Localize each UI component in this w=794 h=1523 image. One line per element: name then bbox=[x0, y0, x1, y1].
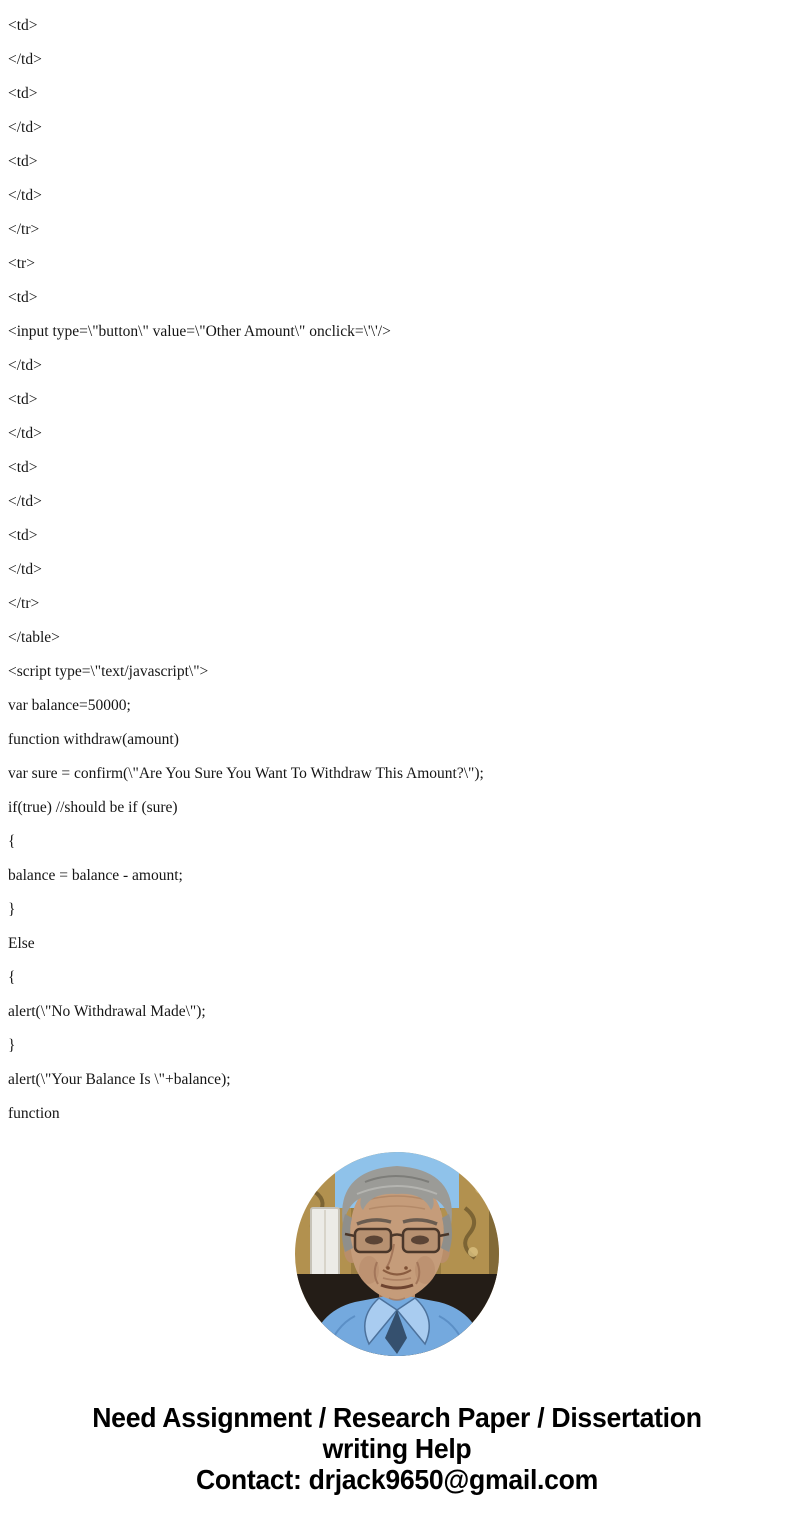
code-line: <td> bbox=[8, 391, 38, 408]
code-line: <td> bbox=[8, 17, 38, 34]
code-line: } bbox=[8, 901, 16, 918]
code-line: function bbox=[8, 1105, 60, 1122]
code-line: balance = balance - amount; bbox=[8, 867, 183, 884]
person-photo-icon bbox=[295, 1152, 499, 1356]
code-block bbox=[8, 9, 786, 1131]
code-line: <tr> bbox=[8, 255, 35, 272]
code-line: </tr> bbox=[8, 221, 40, 238]
code-line: </td> bbox=[8, 187, 42, 204]
code-line: <script type=\"text/javascript\"> bbox=[8, 663, 209, 680]
code-line: <td> bbox=[8, 153, 38, 170]
code-line: </table> bbox=[8, 629, 60, 646]
code-line: Else bbox=[8, 935, 35, 952]
code-line: <td> bbox=[8, 527, 38, 544]
code-line: alert(\"No Withdrawal Made\"); bbox=[8, 1003, 206, 1020]
code-line: if(true) //should be if (sure) bbox=[8, 799, 178, 816]
code-line: var sure = confirm(\"Are You Sure You Want To Withdraw This Amount?\"); bbox=[8, 765, 484, 782]
profile-photo bbox=[295, 1152, 499, 1356]
code-line: <input type=\"button\" value=\"Other Amount\" onclick=\'\'/> bbox=[8, 323, 391, 340]
code-line: <td> bbox=[8, 85, 38, 102]
code-line: </td> bbox=[8, 561, 42, 578]
footer-promo bbox=[20, 1402, 774, 1495]
code-line: } bbox=[8, 1037, 16, 1054]
code-line: { bbox=[8, 969, 16, 986]
code-line: </td> bbox=[8, 119, 42, 136]
code-line: </td> bbox=[8, 51, 42, 68]
footer-heading-line1: Need Assignment / Research Paper / Dissertation bbox=[92, 1402, 702, 1433]
code-line: </tr> bbox=[8, 595, 40, 612]
code-line: </td> bbox=[8, 493, 42, 510]
code-line: { bbox=[8, 833, 16, 850]
code-line: </td> bbox=[8, 357, 42, 374]
code-line: <td> bbox=[8, 459, 38, 476]
code-line: var balance=50000; bbox=[8, 697, 131, 714]
code-line: function withdraw(amount) bbox=[8, 731, 179, 748]
code-line: </td> bbox=[8, 425, 42, 442]
code-line: alert(\"Your Balance Is \"+balance); bbox=[8, 1071, 231, 1088]
footer-contact: Contact: drjack9650@gmail.com bbox=[195, 1464, 599, 1495]
footer-heading-line2: writing Help bbox=[322, 1433, 472, 1464]
code-line: <td> bbox=[8, 289, 38, 306]
